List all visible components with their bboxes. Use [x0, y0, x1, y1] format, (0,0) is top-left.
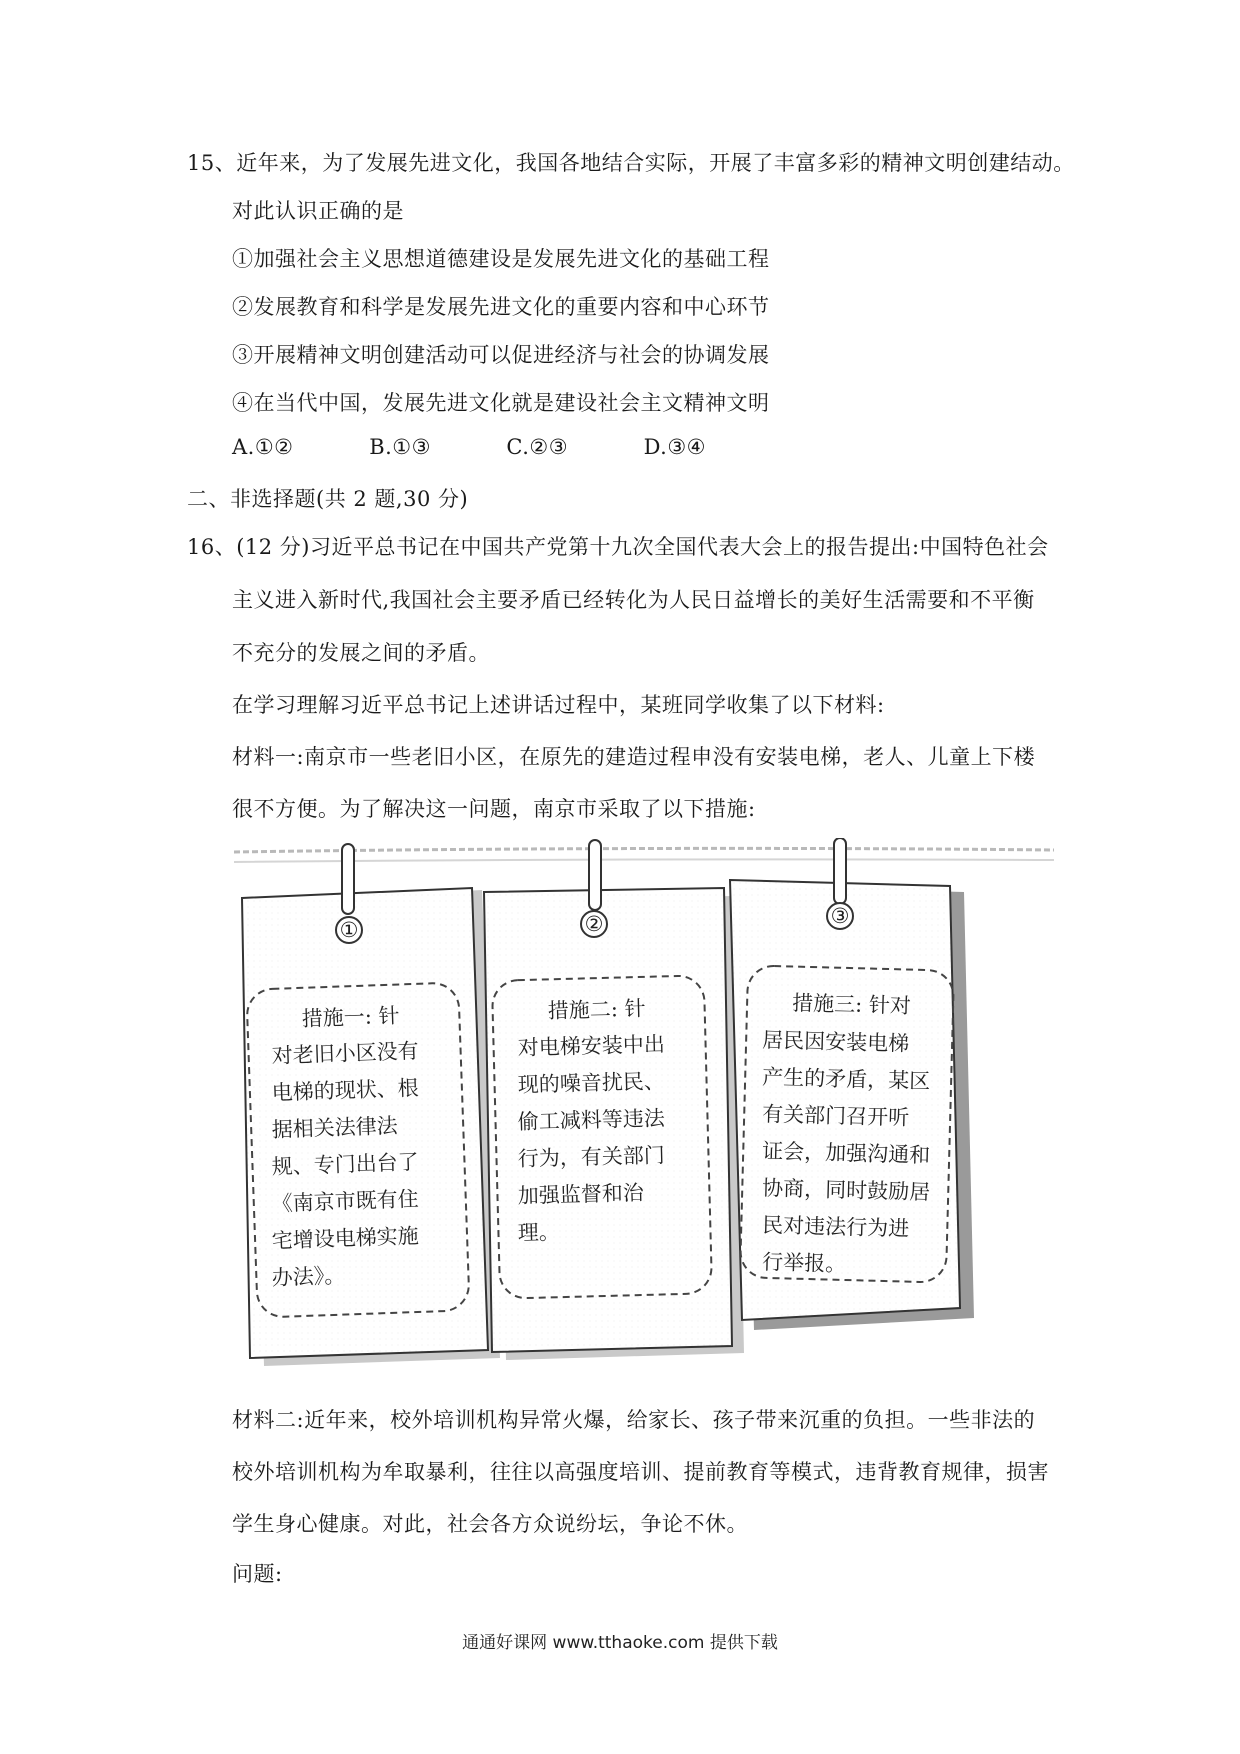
- q16-material1-line2: 很不方便。为了解决这一问题，南京市采取了以下措施:: [232, 797, 756, 821]
- q16-material1-line1: 材料一:南京市一些老旧小区，在原先的建造过程申没有安装电梯，老人、儿童上下楼: [232, 745, 1036, 769]
- card-1-text-line: 措施一: 针: [301, 1003, 400, 1031]
- q16-line1: 16、(12 分)习近平总书记在中国共产党第十九次全国代表大会上的报告提出:中国特色社会: [187, 535, 1049, 559]
- footer-watermark: 通通好课网 www.tthaoke.com 提供下载: [462, 1633, 778, 1653]
- card-3-text-line: 措施三: 针对: [791, 991, 912, 1019]
- card-2-text-line: 现的噪音扰民、: [517, 1069, 666, 1097]
- card-1-text-line: 电梯的现状、根: [271, 1075, 420, 1105]
- card-1-number: ①: [339, 918, 359, 942]
- card-3-number: ③: [830, 904, 850, 928]
- card-2-text-line: 理。: [517, 1219, 561, 1245]
- q15-stem-line2: 对此认识正确的是: [232, 199, 404, 223]
- section2-title: 二、非选择题(共 2 题,30 分): [187, 487, 469, 511]
- q15-option-c: C.②③: [506, 435, 569, 459]
- card-3-text-line: 有关部门召开听: [761, 1102, 910, 1130]
- q16-material2-line3: 学生身心健康。对此，社会各方众说纷坛，争论不休。: [232, 1512, 748, 1536]
- q15-option-b: B.①③: [369, 435, 431, 459]
- q16-question-label: 问题:: [232, 1562, 283, 1586]
- card-3-text-line: 证会，加强沟通和: [761, 1139, 931, 1168]
- card-2-text-line: 偷工减料等违法: [517, 1106, 666, 1134]
- q16-line4: 在学习理解习近平总书记上述讲话过程中，某班同学收集了以下材料:: [232, 693, 885, 717]
- card-2-text-line: 加强监督和治: [517, 1180, 645, 1208]
- card-2-text-line: 对电梯安装中出: [517, 1032, 666, 1060]
- card-3-text-line: 协商，同时鼓励居: [761, 1176, 931, 1205]
- q15-item-2: ②发展教育和科学是发展先进文化的重要内容和中心环节: [232, 295, 770, 319]
- card-2-text-line: 行为，有关部门: [517, 1143, 666, 1171]
- q15-option-a: A.①②: [232, 435, 294, 459]
- q15-item-4: ④在当代中国，发展先进文化就是建设社会主文精神文明: [232, 391, 770, 415]
- card-1-text-line: 办法》。: [271, 1263, 346, 1290]
- q16-line3: 不充分的发展之间的矛盾。: [232, 641, 490, 665]
- q15-options: [232, 435, 706, 459]
- measures-illustration: [234, 838, 1054, 1368]
- measures-figure: [234, 838, 1054, 1368]
- card-2-text-line: 措施二: 针: [547, 996, 646, 1023]
- card-3-text-line: 居民因安装电梯: [761, 1028, 910, 1056]
- card-3-text-line: 产生的矛盾，某区: [761, 1065, 931, 1094]
- q15-item-1: ①加强社会主义思想道德建设是发展先进文化的基础工程: [232, 247, 770, 271]
- q16-line2: 主义进入新时代,我国社会主要矛盾已经转化为人民日益增长的美好生活需要和不平衡: [232, 588, 1035, 612]
- card-1-text-line: 规、专门出台了: [271, 1149, 420, 1179]
- card-1-text-line: 对老旧小区没有: [271, 1038, 420, 1068]
- q15-option-d: D.③④: [643, 435, 706, 459]
- q16-material2-line1: 材料二:近年来，校外培训机构异常火爆，给家长、孩子带来沉重的负担。一些非法的: [232, 1408, 1036, 1432]
- card-2-number: ②: [584, 912, 604, 936]
- card-3-text-line: 行举报。: [761, 1250, 847, 1277]
- q15-stem-line1: 15、近年来，为了发展先进文化，我国各地结合实际，开展了丰富多彩的精神文明创建结动。: [187, 151, 1075, 175]
- card-1-text-line: 据相关法律法: [271, 1113, 399, 1142]
- q15-item-3: ③开展精神文明创建活动可以促进经济与社会的协调发展: [232, 343, 770, 367]
- card-3-text-line: 民对违法行为进: [761, 1213, 910, 1241]
- q16-material2-line2: 校外培训机构为牟取暴利，往往以高强度培训、提前教育等模式，违背教育规律，损害: [232, 1460, 1049, 1484]
- card-1-text-line: 宅增设电梯实施: [271, 1223, 420, 1253]
- card-2: [484, 840, 744, 1360]
- card-1-text-line: 《南京市既有住: [271, 1186, 420, 1216]
